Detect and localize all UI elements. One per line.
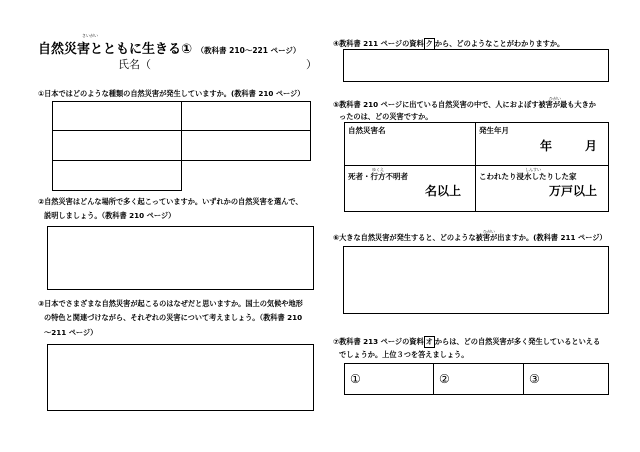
q6-answer-box[interactable] [343,246,609,314]
question-7-mark: オ [425,337,433,346]
question-3-line-2: の特色と関連づけながら、それぞれの災害について考えましょう。（教科書 210 [44,313,303,322]
q5-ruby-shinsui: しんすい [525,167,541,172]
question-5-line-2: ったのは、どの災害ですか。 [339,112,433,121]
q7-answer-number-2: ② [439,372,450,386]
question-6: ⑥大きな自然災害が発生すると、どのような被害が出ますか。(教科書 211 ページ） [333,233,607,242]
month-unit: 月 [585,139,598,153]
question-4-after: から、どのようなことがわかりますか。 [434,39,565,48]
page-title-pages: （教科書 210～221 ページ） [196,46,301,55]
q4-answer-box[interactable] [343,49,609,82]
question-2-line-1: ②自然災害はどんな場所で多く起こっていますか。いずれかの自然災害を選んで、 [38,197,303,206]
q7-answer-number-3: ③ [529,372,540,386]
page-title [38,38,300,57]
q1-cell-5[interactable] [52,160,182,191]
name-close: ） [306,58,317,71]
question-5-line-1: ⑤教科書 210 ページに出ている自然災害の中で、人におよぼす被害が最も大きか [333,100,596,109]
question-1: ①日本ではどのような種類の自然災害が発生していますか。(教科書 210 ページ） [38,89,305,98]
q6-ruby: ひがい [483,229,495,234]
question-4-before: ④教科書 211 ページの資料 [333,39,424,48]
page-title-text: 自然災害とともに生きる① [38,42,193,57]
q2-answer-box[interactable] [47,226,314,290]
question-2-line-2: 説明しましょう。（教科書 210 ページ） [44,211,176,220]
q1-cell-4[interactable] [181,130,311,161]
flood-unit: 万戸以上 [549,184,598,198]
title-ruby: さいがい [82,33,98,38]
q1-cell-1[interactable] [52,101,182,131]
casualty-label: 死者・行方不明者 [348,172,408,181]
question-3-line-3: ～211 ページ） [44,328,98,337]
casualty-unit: 名以上 [425,184,462,198]
name-label: 氏名（ [118,58,151,71]
question-3-line-1: ③日本でさまざまな自然災害が起こるのはなぜだと思いますか。国土の気候や地形 [38,299,303,308]
question-7-after: からは、どの自然災害が多く発生しているといえる [434,337,601,346]
q5-ruby-higai: ひがい [549,96,561,101]
question-7-line-1 [333,336,600,348]
flood-label: こわれたり浸水したりした家 [479,172,577,181]
q1-cell-2[interactable] [181,101,311,131]
q5-ruby-yukue: ゆくえ [372,167,384,172]
date-label: 発生年月 [479,126,509,135]
question-7-line-2: でしょうか。上位３つを答えましょう。 [339,350,469,359]
q1-cell-3[interactable] [52,130,182,161]
year-unit: 年 [540,139,553,153]
q3-answer-box[interactable] [47,344,314,411]
q7-answer-number-1: ① [350,372,361,386]
question-7-before: ⑦教科書 213 ページの資料 [333,337,424,346]
question-4-mark: ク [425,39,433,48]
disaster-name-label: 自然災害名 [348,126,386,135]
